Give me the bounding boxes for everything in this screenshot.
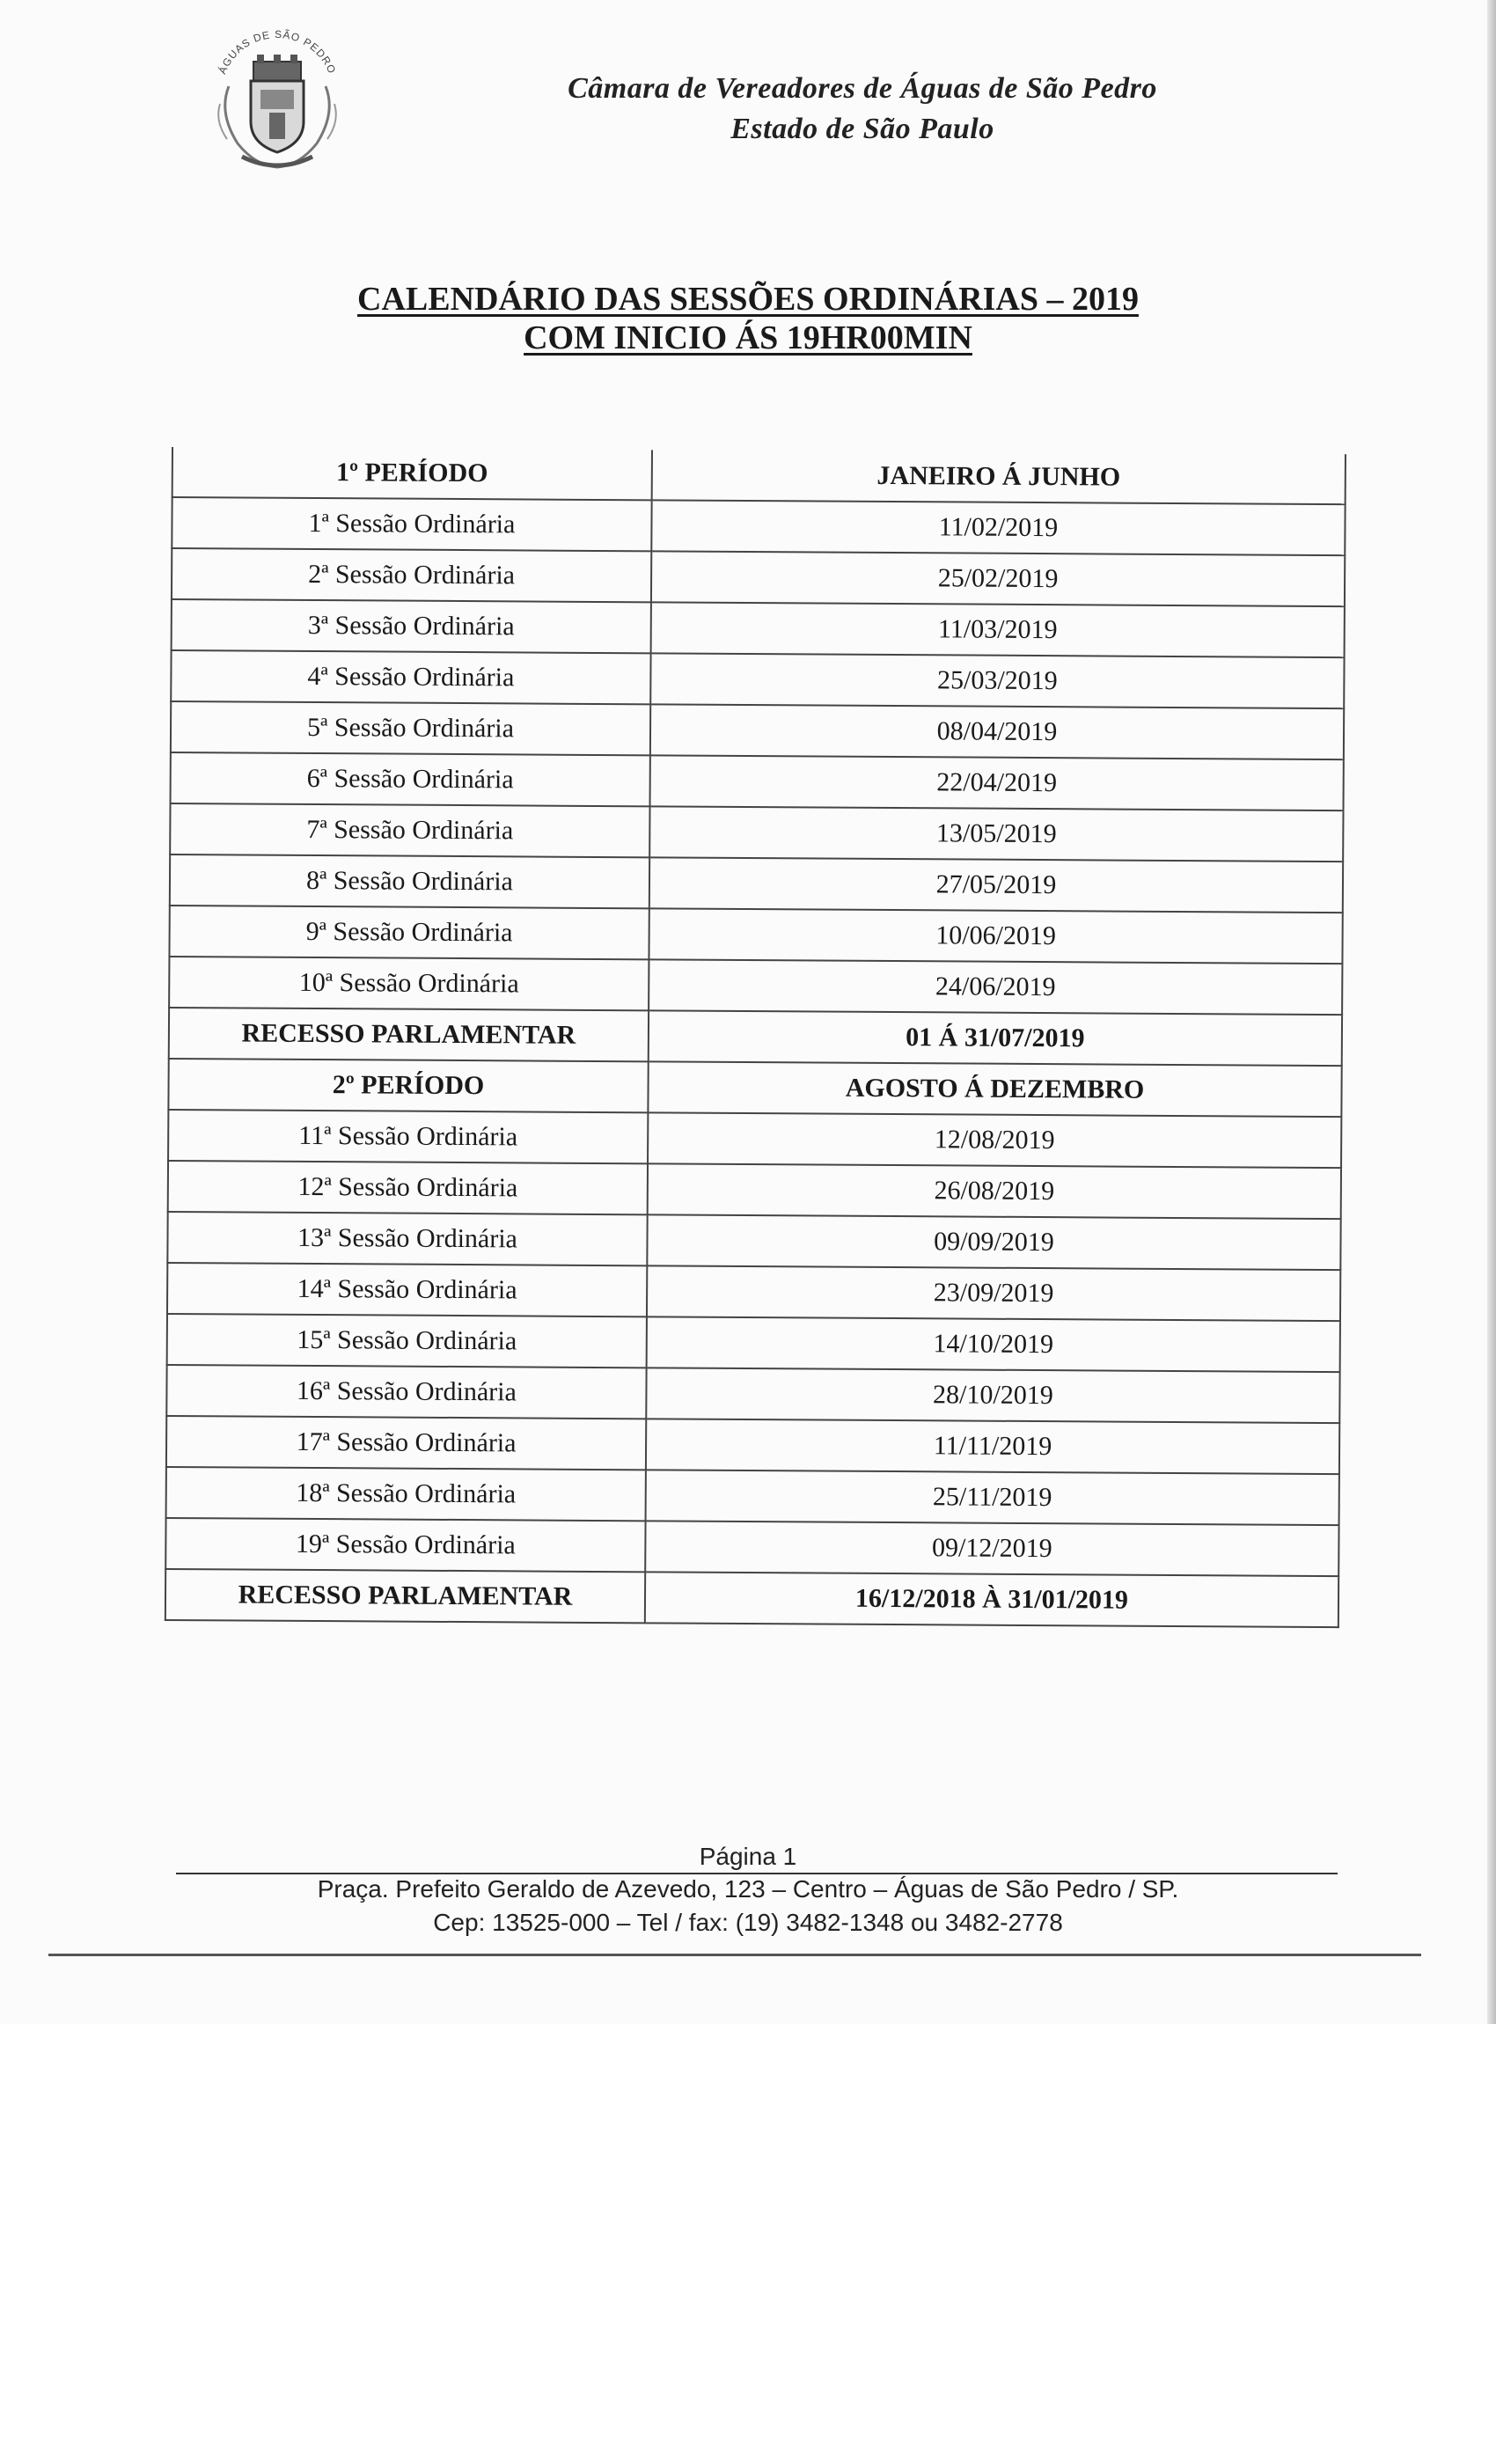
session-label-cell: 4ª Sessão Ordinária bbox=[171, 650, 650, 704]
footer-divider-bottom bbox=[48, 1954, 1421, 1956]
session-label-cell: 8ª Sessão Ordinária bbox=[170, 854, 649, 908]
table-row bbox=[168, 1110, 1341, 1168]
scan-edge-shadow bbox=[1487, 0, 1496, 2024]
table-row bbox=[170, 803, 1343, 862]
table-row bbox=[165, 1569, 1338, 1627]
session-label-cell: 16ª Sessão Ordinária bbox=[166, 1365, 646, 1419]
session-date-cell: 10/06/2019 bbox=[649, 908, 1342, 964]
session-date-cell: 11/11/2019 bbox=[646, 1419, 1339, 1474]
session-label-cell: RECESSO PARLAMENTAR bbox=[169, 1008, 649, 1061]
session-date-cell: 28/10/2019 bbox=[646, 1368, 1339, 1423]
session-date-cell: 27/05/2019 bbox=[649, 857, 1343, 913]
session-date-cell: 11/03/2019 bbox=[651, 602, 1345, 657]
table-row bbox=[169, 906, 1342, 964]
seal-caption: ÁGUAS DE SÃO PEDRO bbox=[216, 27, 339, 77]
session-date-cell: 11/02/2019 bbox=[651, 500, 1345, 555]
session-label-cell: 1ª Sessão Ordinária bbox=[172, 497, 651, 551]
session-date-cell: 14/10/2019 bbox=[647, 1316, 1340, 1372]
table-row bbox=[165, 1518, 1338, 1576]
table-row bbox=[166, 1467, 1339, 1525]
session-date-cell: 25/11/2019 bbox=[646, 1470, 1339, 1525]
session-label-cell: 11ª Sessão Ordinária bbox=[168, 1110, 648, 1163]
session-date-cell: 23/09/2019 bbox=[647, 1265, 1340, 1321]
session-label-cell: 17ª Sessão Ordinária bbox=[166, 1416, 646, 1470]
session-label-cell: 5ª Sessão Ordinária bbox=[171, 701, 650, 755]
session-date-cell: JANEIRO Á JUNHO bbox=[652, 450, 1346, 504]
session-date-cell: 09/09/2019 bbox=[647, 1214, 1340, 1270]
session-label-cell: 7ª Sessão Ordinária bbox=[170, 803, 649, 857]
session-label-cell: 10ª Sessão Ordinária bbox=[169, 957, 649, 1010]
table-row bbox=[170, 854, 1343, 913]
session-label-cell: RECESSO PARLAMENTAR bbox=[165, 1569, 645, 1623]
letterhead-state: Estado de São Paulo bbox=[730, 113, 994, 145]
table-row bbox=[172, 497, 1345, 555]
title-line-2: COM INICIO ÁS 19HR00MIN bbox=[524, 319, 972, 356]
table-row bbox=[172, 447, 1346, 504]
table-row bbox=[167, 1263, 1340, 1321]
table-row bbox=[166, 1365, 1339, 1423]
table-row bbox=[172, 548, 1345, 606]
letterhead-chamber-name: Câmara de Vereadores de Águas de São Pedro bbox=[568, 72, 1157, 105]
session-label-cell: 2ª Sessão Ordinária bbox=[172, 548, 651, 602]
letterhead bbox=[202, 25, 1346, 174]
municipal-seal-icon bbox=[202, 25, 352, 174]
table-row bbox=[171, 650, 1344, 708]
session-date-cell: 09/12/2019 bbox=[645, 1521, 1338, 1576]
session-label-cell: 14ª Sessão Ordinária bbox=[167, 1263, 647, 1316]
table-row bbox=[167, 1314, 1340, 1372]
session-label-cell: 3ª Sessão Ordinária bbox=[172, 599, 651, 653]
session-label-cell: 9ª Sessão Ordinária bbox=[169, 906, 649, 959]
session-date-cell: 25/02/2019 bbox=[651, 551, 1345, 606]
footer-contact: Cep: 13525-000 – Tel / fax: (19) 3482-1348 ou 3482-2778 bbox=[433, 1909, 1063, 1936]
session-label-cell: 15ª Sessão Ordinária bbox=[167, 1314, 647, 1368]
session-date-cell: 01 Á 31/07/2019 bbox=[649, 1010, 1342, 1066]
table-row bbox=[171, 752, 1344, 810]
session-date-cell: 24/06/2019 bbox=[649, 959, 1342, 1015]
session-date-cell: 16/12/2018 À 31/01/2019 bbox=[645, 1572, 1338, 1627]
session-label-cell: 6ª Sessão Ordinária bbox=[171, 752, 650, 806]
session-label-cell: 13ª Sessão Ordinária bbox=[167, 1212, 647, 1265]
session-label-cell: 19ª Sessão Ordinária bbox=[165, 1518, 645, 1572]
title-line-1: CALENDÁRIO DAS SESSÕES ORDINÁRIAS – 2019 bbox=[357, 281, 1139, 318]
session-date-cell: AGOSTO Á DEZEMBRO bbox=[648, 1061, 1341, 1117]
session-calendar-table bbox=[165, 447, 1346, 1628]
session-label-cell: 12ª Sessão Ordinária bbox=[168, 1161, 648, 1214]
session-date-cell: 25/03/2019 bbox=[650, 653, 1344, 708]
table-row bbox=[172, 599, 1345, 657]
table-row bbox=[168, 1059, 1341, 1117]
session-date-cell: 13/05/2019 bbox=[649, 806, 1343, 862]
page-number: Página 1 bbox=[699, 1843, 797, 1870]
session-date-cell: 12/08/2019 bbox=[648, 1112, 1341, 1168]
footer bbox=[0, 1841, 1496, 1940]
session-date-cell: 26/08/2019 bbox=[648, 1163, 1341, 1219]
table-row bbox=[167, 1212, 1340, 1270]
session-label-cell: 2º PERÍODO bbox=[168, 1059, 648, 1112]
table-row bbox=[169, 1008, 1342, 1066]
session-label-cell: 1º PERÍODO bbox=[172, 447, 652, 500]
session-date-cell: 08/04/2019 bbox=[650, 704, 1344, 759]
table-row bbox=[171, 701, 1344, 759]
table-row bbox=[166, 1416, 1339, 1474]
footer-address: Praça. Prefeito Geraldo de Azevedo, 123 – Centro – Águas de São Pedro / SP. bbox=[317, 1875, 1179, 1903]
table-row bbox=[168, 1161, 1341, 1219]
page-title bbox=[0, 280, 1496, 357]
table-row bbox=[169, 957, 1342, 1015]
session-label-cell: 18ª Sessão Ordinária bbox=[166, 1467, 646, 1521]
session-date-cell: 22/04/2019 bbox=[649, 755, 1343, 810]
